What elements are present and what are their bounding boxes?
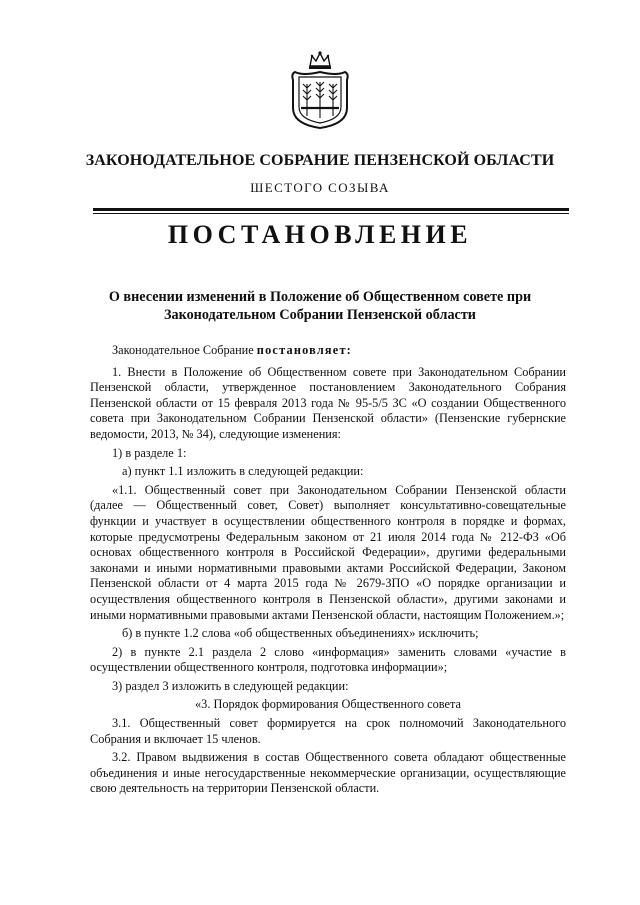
section-heading: «3. Порядок формирования Общественного совета xyxy=(195,697,461,712)
subject-line: Законодательном Собрании Пензенской области xyxy=(164,307,476,323)
document-type-heading: ПОСТАНОВЛЕНИЕ xyxy=(167,220,473,249)
coat-of-arms-icon xyxy=(287,50,353,130)
intro-emphasis: постановляет: xyxy=(256,343,352,357)
body-paragraph: 2) в пункте 2.1 раздела 2 слово «информация» заменить словами «участие в осуществлении общественного контроля, подготовка информации»; xyxy=(90,644,566,675)
body-paragraph: 1. Внести в Положение об Общественном совете при Законодательном Собрании Пензенской области, утвержденное постановлением Законодательного Собрания Пензенской области от 15 февраля 2013 года № 95-5/5 ЗС «О создании Общественного совета при Законодательном Собрании Пензенской области» (Пензенские губернские ведомости, 2013, № 34), следующие изменения: xyxy=(90,364,566,441)
body-paragraph: б) в пункте 1.2 слова «об общественных объединениях» исключить; xyxy=(122,626,479,641)
document-body xyxy=(90,343,566,797)
header-rule-thin xyxy=(93,213,569,214)
body-paragraph: 3) раздел 3 изложить в следующей редакции: xyxy=(112,678,349,693)
body-paragraph: 1) в разделе 1: xyxy=(112,445,187,460)
body-paragraph: «1.1. Общественный совет при Законодательном Собрании Пензенской области (далее — Общественный совет, Совет) выполняет консультативно-совещательные функции и участвует в осуществлении общественного контроля в порядке и формах, которые предусмотрены Федеральным законом от 21 июля 2014 года № 212-ФЗ «Об основах общественного контроля в Российской Федерации», другими федеральными законами и иными нормативными правовыми актами Российской Федерации, Законом Пензенской области от 4 марта 2015 года № 2679-ЗПО «О порядке организации и осуществления общественного контроля в Пензенской области», другими законами и иными нормативными правовыми актами Пензенской области, настоящим Положением.»; xyxy=(90,482,566,622)
body-paragraph: 3.2. Правом выдвижения в состав Общественного совета обладают общественные объединения и иные негосударственные некоммерческие организации, осуществляющие свою деятельность на территории Пензенской области. xyxy=(90,750,566,796)
subject-line: О внесении изменений в Положение об Общественном совете при xyxy=(108,289,532,305)
organization-title: ЗАКОНОДАТЕЛЬНОЕ СОБРАНИЕ ПЕНЗЕНСКОЙ ОБЛАСТИ xyxy=(85,152,555,169)
document-subject xyxy=(80,288,560,324)
body-paragraph: 3.1. Общественный совет формируется на срок полномочий Законодательного Собрания и включает 15 членов. xyxy=(90,716,566,746)
header-rule-thick xyxy=(93,208,569,211)
body-paragraph: а) пункт 1.1 изложить в следующей редакции: xyxy=(122,464,364,479)
convocation-subtitle: ШЕСТОГО СОЗЫВА xyxy=(250,180,390,195)
intro-text: Законодательное Собрание xyxy=(112,343,257,357)
intro-paragraph xyxy=(90,343,566,359)
